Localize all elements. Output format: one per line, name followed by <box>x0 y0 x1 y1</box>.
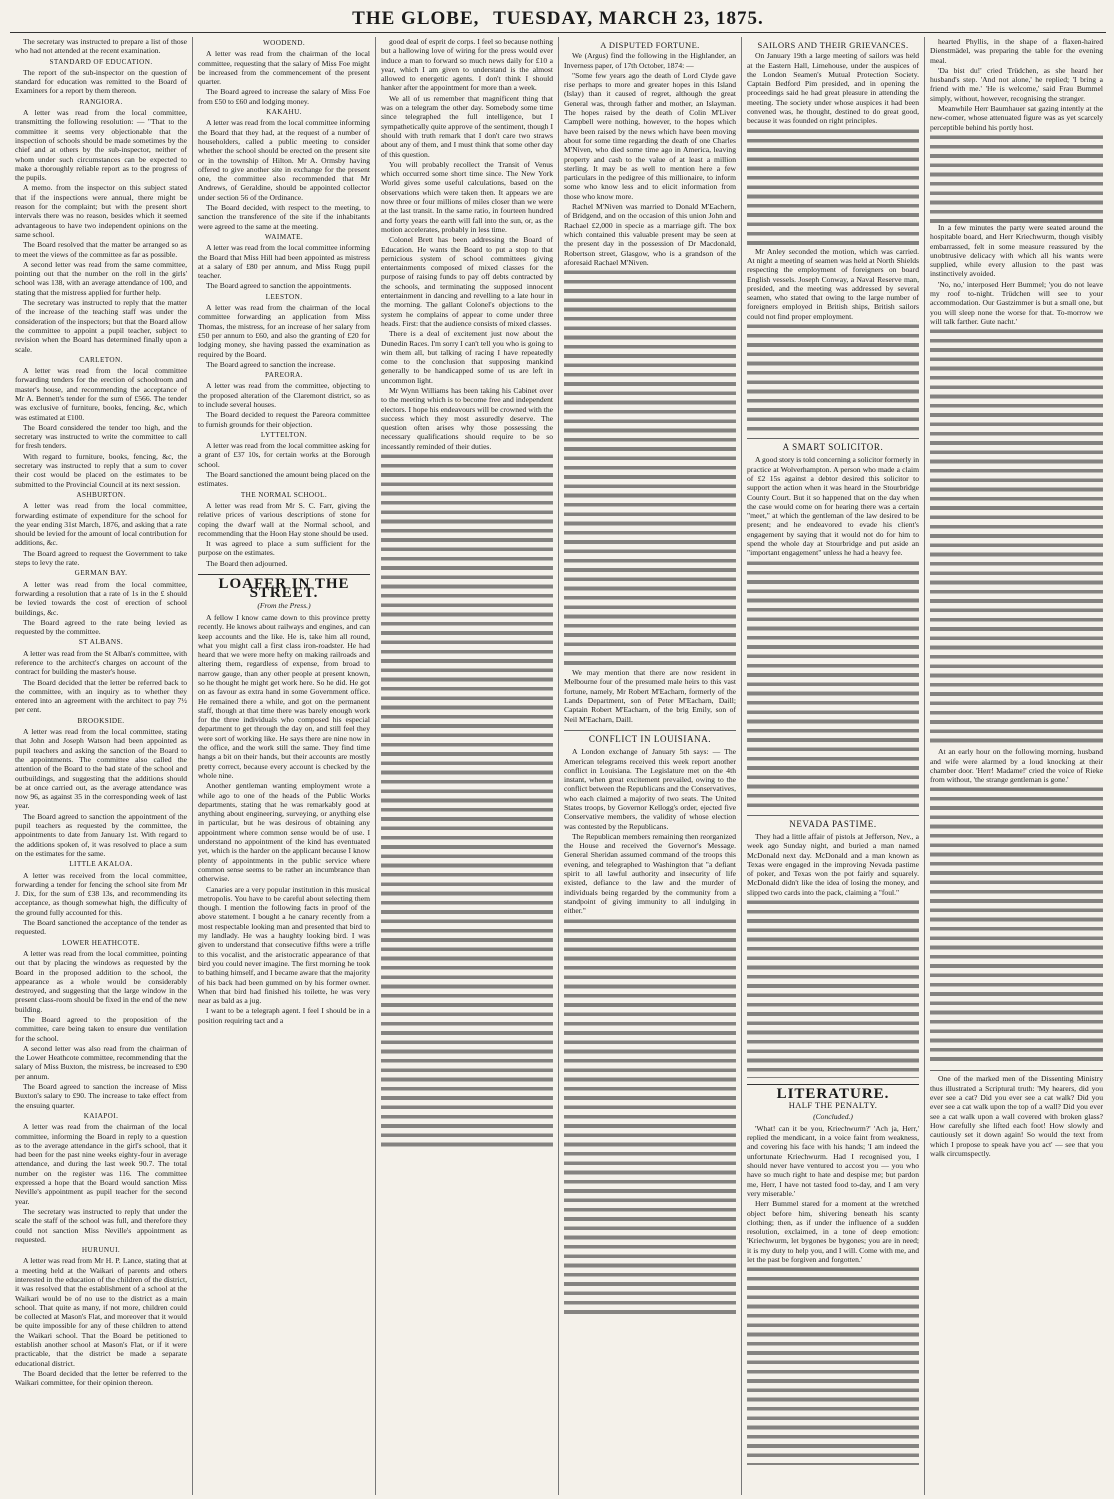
section-heading: CARLETON. <box>79 355 123 364</box>
paragraph: good deal of esprit de corps. I feel so because nothing but a hallowing love of wiring for the press would ever induce a man to forward so much news daily for £10 a year, which I am given to understand is the almost allowed to energetic agents. I don't think I should hanker after the appointment for more than a week. <box>381 37 553 93</box>
paragraph: One of the marked men of the Dissenting Ministry thus illustrated a Scriptural truth: 'My hearers, did you ever see a cat? Did you ever see a cat walk? Did you ever see a cat walk upon the top of a wall? Did you ever see a cat walk upon a wall covered with broken glass? How carefully she lifted each foot! How slowly and cautiously set it down again! So would the text from which I propose to speak have you act' — see that you walk circumspectly. <box>930 1074 1103 1158</box>
story-title: HALF THE PENALTY. <box>788 1100 878 1111</box>
article-title: A SMART SOLICITOR. <box>747 438 919 452</box>
paragraph: The Board then adjourned. <box>206 558 288 568</box>
paragraph: The Republican members remaining then reorganized the House and received the Governor's Message. General Sheridan assumed command of the troops this evening, and telegraphed to Washington that "a defiant spirit to all lawful authority and insecurity of life existed, defiance to the law and the murder of individuals being regarded by the community from a standpoint of giving immunity to all indulging in either." <box>564 831 736 916</box>
paragraph: The Board considered the tender too high, and the secretary was instructed to write the committee to call for fresh tenders. <box>15 422 187 451</box>
paragraph: "Some few years ago the death of Lord Clyde gave rise perhaps to more and greater hopes in this Island (Islay) than it caused of regret, although the great General was, through father and mother, an Islayman. The hopes raised by the death of Colin M'Liver Campbell were nothing, however, to the hopes which have been raised by the news which have been moving about for some time regarding the death of one Charles M'Niven, who died some time ago in America, leaving property and cash to the value of at least a million sterling. It may be as well to mention here a few particulars in the pedigree of this millionaire, to inform some who know less and to elicit information from those who know more. <box>564 70 736 201</box>
section-heading: STANDARD OF EDUCATION. <box>49 57 153 66</box>
paragraph: 'Da bist du!' cried Trüdchen, as she heard her husband's step. 'And not alone,' he replied; 'I bring a friend with me.' 'He is welcome,' said Frau Bummel simply, without, however, recognising the stranger. <box>930 65 1103 103</box>
paragraph: The secretary was instructed to prepare a list of those who had not attended at the recent examination. <box>15 37 187 56</box>
masthead <box>10 6 1106 33</box>
paragraph: A fellow I know came down to this province pretty recently. He knows about railways and engines, and can keep accounts and the like. He is, take him all round, what you might call a first class iron-roadster. He had heard that we were more hefty on making railroads and altering them, regardless of expense, from broad to narrow gauge, than any other people at present known, so he thought he might get work here. So he did. He got on as favour as extra hand in some Government office. He remained there a while, and got on the permanent staff, though at that time there was barely enough work for the three individuals who composed his especial department to get through the day on, and still feel they were sort of working like. He says there are nine now in the office, and the work still the same. They find time hangs a bit on their hands, but their accounts are mostly pretty correct, because every account is checked by the whole nine. <box>198 612 370 780</box>
text-filler <box>747 1265 919 1465</box>
paragraph: The Board sanctioned the amount being placed on the estimates. <box>198 470 370 489</box>
section-heading: ST ALBANS. <box>78 638 124 647</box>
section-heading: GERMAN BAY. <box>74 569 128 578</box>
section-heading: WAIMATE. <box>264 232 304 241</box>
byline: (From the Press.) <box>257 600 311 610</box>
paragraph: A letter was read from the local committee forwarding tenders for the erection of schoolroom and master's house, and recommending the acceptance of Mr A. Bennett's tender for the sum of £566. The tender was exclusive of furniture, books, fencing, &c, which was estimated at £100. <box>15 366 187 422</box>
paragraph: In a few minutes the party were seated around the hospitable board, and Herr Kriechwurm, though visibly embarrassed, felt in some measure reassured by the unobtrusive delicacy with which all his wants were supplied, while every allusion to the past was instinctively avoided. <box>930 222 1103 279</box>
article-title: NEVADA PASTIME. <box>747 815 919 829</box>
paragraph: We may mention that there are now resident in Melbourne four of the presumed male heirs to this vast fortune, namely, Mr Robert M'Eacharn, formerly of the Lands Department, son of Peter M'Eacharn, Daill; Captain Robert M'Eacharn, of the brig Emily, son of Neil M'Eacharn, Daill. <box>564 668 736 724</box>
paragraph: The secretary was instructed to reply that under the scale the staff of the school was full, and therefore they could not sanction Miss Neville's appointment as requested. <box>15 1206 187 1244</box>
paragraph: A second letter was also read from the chairman of the Lower Heathcote committee, recommending that the salary of Miss Buxton, the mistress, be increased to £90 per annum. <box>15 1043 187 1081</box>
paragraph: A second letter was read from the same committee, pointing out that the number on the roll in the girls' school was 138, with an average attendance of 100, and stating that the mistress applied for further help. <box>15 259 187 297</box>
paragraph: The Board agreed to the rate being levied as requested by the committee. <box>15 617 187 637</box>
text-filler <box>564 268 736 668</box>
text-filler <box>747 559 919 809</box>
paragraph: The Board agreed to sanction the appointments. <box>206 281 352 291</box>
text-filler <box>930 327 1103 747</box>
column-3 <box>376 37 559 1495</box>
divider <box>930 1070 1103 1071</box>
paragraph: hearted Phyllis, in the shape of a flaxen-haired Dienstmädel, was preparing the table for the evening meal. <box>930 37 1103 65</box>
paragraph: A letter was received from the local committee, forwarding a tender for fencing the school site from Mr J. Dix, for the sum of £38 13s, and recommending its acceptance, as though somewhat high, the difficulty of the ground fully accounted for this. <box>15 870 187 917</box>
paragraph: The Board decided that the letter be referred back to the committee, with an inquiry as to whether they entered into an agreement with the architect to pay 7½ per cent. <box>15 677 187 715</box>
article-title: LOAFER IN THE STREET. <box>198 574 370 599</box>
paragraph: You will probably recollect the Transit of Venus which occurred some short time since. The New York World gives some useful calculations, based on the observations which were taken then. It appears we are now three or four millions of miles closer than we were at the last transit. In the same ratio, in fourteen hundred and forty years the earth will fall into the sun, or, as the motion accelerates, probably in less time. <box>381 159 553 234</box>
text-filler <box>930 785 1103 1065</box>
paragraph: A letter was read from the local committee, forwarding estimate of expenditure for the school for the year ending 31st March, 1876, and asking that a rate should be levied for the amount of local contribution for additions, &c. <box>15 501 187 548</box>
text-filler <box>930 133 1103 223</box>
paragraph: With regard to furniture, books, fencing, &c, the secretary was instructed to reply that a sum to cover their cost would be placed on the estimates to be submitted to the Provincial Council at its next session. <box>15 451 187 489</box>
paragraph: A letter was read from the chairman of the local committee, informing the Board in reply to a question as to the average attendance in the girl's school, that it had been for the past nine weeks eighty-four in average attendance, and during the last week 90.7. The total number on the register was 116. The committee expressed a hope that the Board would sanction Miss Neville's appointment as pupil teacher for the second year. <box>15 1122 187 1206</box>
section-heading: THE NORMAL SCHOOL. <box>240 490 328 499</box>
paragraph: A letter was read from the local committee, pointing out that by placing the windows as requested by the Board in the proposed addition to the school, the appearance as a whole would be considerably destroyed, and suggesting that the large window in the present class-room should be fixed in the end of the new building. <box>15 948 187 1014</box>
section-heading: LITTLE AKALOA. <box>69 860 133 869</box>
paragraph: A letter was read from the local committee, transmitting the following resolution: — "That to the committee it seems very objectionable that the inspection of schools should be made sometimes by the chief and at others by the sub-inspector, neither of whom under such circumstances can be expected to make a thoroughly reliable report as to the progress of the pupils. <box>15 108 187 183</box>
paragraph: On January 19th a large meeting of sailors was held at the Eastern Hall, Limehouse, under the auspices of the London Seamen's Mutual Protection Society. Captain Bedford Pim presided, and in opening the proceedings said he had great pleasure in attending the meeting. The society under whose auspices it had been convened was, he thought, destined to do great good, because it was founded on right principles. <box>747 51 919 126</box>
paragraph: A London exchange of January 5th says: — The American telegrams received this week report another conflict in Louisiana. The Legislature met on the 4th instant, when great excitement prevailed, owing to the conflict between the Republicans and the Conservatives, who each claimed a majority of two seats. The United States troops, by Governor Kellogg's order, ejected five Conservative members, the validity of whose election was contested by the Republicans. <box>564 747 736 831</box>
paragraph: There is a deal of excitement just now about the Dunedin Races. I'm sorry I can't tell you who is going to win them all, but talking of racing I have repeatedly come to the conclusion that supposing mankind generally to be handicapped some of us are left in uncommon light. <box>381 329 553 385</box>
paragraph: The Board decided, with respect to the meeting, to sanction the transference of the site if the inhabitants were agreed to the same at the meeting. <box>198 203 370 231</box>
paragraph: A letter was read from the local committee, forwarding a resolution that a rate of 1s in the £ should be levied towards the cost of erection of school buildings, &c. <box>15 579 187 617</box>
paragraph: 'What! can it be you, Kriechwurm?' 'Ach ja, Herr,' replied the mendicant, in a voice faint from weakness, and covering his face with his hands; 'I am indeed the unfortunate Kriechwurm. Had I recognised you, I should never have ventured to accost you — you who have so much right to hate and despise me; but pardon me, Herr, I have not tasted food to-day, and I am very very miserable.' <box>747 1123 919 1198</box>
paragraph: The Board agreed to increase the salary of Miss Foe from £50 to £60 and lodging money. <box>198 87 370 106</box>
article-title: CONFLICT IN LOUISIANA. <box>564 730 736 744</box>
section-title-literature: LITERATURE. <box>747 1084 919 1099</box>
paragraph: Colonel Brett has been addressing the Board of Education. He wants the Board to put a stop to that pernicious system of school committees giving entertainments composed of mixed classes for the purpose of raising funds to pay off debts contracted by the schools, and terminating the supposed innocent entertainment in dancing and revelling to a late hour in the morning. The gallant Colonel's objections to the system he complains of appear to come under three heads. First: that the audience consists of mixed classes. <box>381 235 553 328</box>
section-heading: WOODEND. <box>262 39 306 47</box>
paragraph: A letter was read from the local committee informing the Board that Miss Hill had been appointed as mistress at a salary of £80 per annum, and Miss Rugg pupil teacher. <box>198 243 370 281</box>
paragraph: Meanwhile Herr Baumhauer sat gazing intently at the new-comer, whose attenuated figure was as yet scarcely perceptible behind his portly host. <box>930 104 1103 132</box>
paragraph: Canaries are a very popular institution in this musical metropolis. You have to be careful about selecting them though. I mention the following facts in proof of the above statement. I bought a he canary recently from a most respectable looking man and presented that bird to my landlady. He was a haughty looking bird. I was given to understand that consecutive fifths were a trifle to this vocalist, and the aristocratic appearance of that bird you could never imagine. The first morning he took to bathing himself, and I became aware that the majority of his back had been gummed on by his former owner. When that bird had finished his toilette, he was very near as bald as a jug. <box>198 884 370 1006</box>
text-filler <box>747 322 919 432</box>
paragraph: I want to be a telegraph agent. I feel I should be in a position requiring tact and a <box>198 1006 370 1025</box>
text-filler <box>747 898 919 1078</box>
paragraph: A memo. from the inspector on this subject stated that if the inspections were annual, there might be reason for the complaint; but with the present short intervals there was no reason, besides which it seemed advantageous to have two independent opinions on the same school. <box>15 183 187 239</box>
paragraph: Rachel M'Niven was married to Donald M'Eachern, of Bridgend, and on the occasion of this union John and Rachael £2,000 in specie as a marriage gift. The box which contained this valuable present may be seen at the present day in the possession of Dr Macdonald, Robertson street, Glasgow, who is a grandson of the aforesaid Rachael M'Niven. <box>564 202 736 267</box>
section-heading: LEESTON. <box>265 292 303 301</box>
paragraph: A letter was read from the local committee asking for a grant of £37 10s, for certain works at the Borough school. <box>198 441 370 469</box>
paragraph: Herr Bummel stared for a moment at the wretched object before him, shivering beneath his scanty clothing; then, as if under the influence of a sudden resolution, exclaimed, in a tone of deep emotion: 'Kriechwurm, let bygones be bygones; you are in need; it is my duty to help you, and I will. Come with me, and let the past be forgiven and forgotten.' <box>747 1199 919 1265</box>
paragraph: A letter was read from Mr S. C. Farr, giving the relative prices of various descriptions of stone for coping the dwarf wall at the Normal school, and recommending that the Hoon Hay stone should be used. <box>198 500 370 538</box>
paragraph: The Board decided that the letter be referred to the Waikari committee, for their opinion thereon. <box>15 1368 187 1388</box>
section-heading: BROOKSIDE. <box>77 716 125 725</box>
text-filler <box>747 127 919 247</box>
paragraph: A good story is told concerning a solicitor formerly in practice at Wolverhampton. A person who made a claim of £2 15s against a debtor desired this solicitor to support the action when it was heard in the Stourbridge County Court. But it so happened that on the day when the case would come on for hearing there was a certain "meet," at which the gentleman of the law desired to be present; and he endeavored to evade his client's engagement by saying that it would not do for him to spend the whole day at Stourbridge and put aside an "important engagement" unless he had a heavy fee. <box>747 455 919 558</box>
paragraph: Mr Wynn Williams has been taking his Cabinet over to the meeting which is to become free and independent electors. I hope his endeavours will be crowned with the success which they most assuredly deserve. The question often arises why those possessing the necessary qualifications should require to be so incessantly reminded of their duties. <box>381 385 553 451</box>
paragraph: A letter was read from the local committee, stating that John and Joseph Watson had been appointed as pupil teachers and asking the sanction of the Board to the appointments. The committee also called the attention of the Board to the bad state of the school and outbuildings, and suggesting that the additions should be at once carried out, as the average attendance was now 96, as against 35 in the corresponding week of last year. <box>15 727 187 811</box>
paragraph: A letter was read from the chairman of the local committee forwarding an application from Miss Thomas, the mistress, for an increase of her salary from £50 per annum to £60, and also the granting of £20 for lodging money, she having passed the examination as required by the Board. <box>198 303 370 359</box>
article-title: A DISPUTED FORTUNE. <box>600 40 700 50</box>
section-heading: ASHBURTON. <box>76 490 126 499</box>
paragraph: We all of us remember that magnificent thing that was on a telegram the other day. Somebody some time since telegraphed the full intelligence, but I sympathetically quite approve of the sentiment, though I should with truth remark that I don't care two straws about any of them, and I must think that some other day of this question. <box>381 93 553 159</box>
text-filler <box>381 452 553 1152</box>
paragraph: We (Argus) find the following in the Highlander, an Inverness paper, of 17th October, 1874: — <box>564 51 736 70</box>
paragraph: The Board agreed to sanction the increase of Miss Buxton's salary to £90. The increase to take effect from the ensuing quarter. <box>15 1082 187 1110</box>
section-heading: HURUNUI. <box>81 1246 121 1255</box>
paragraph: The Board agreed to the proposition of the committee, care being taken to ensure due ventilation for the school. <box>15 1014 187 1043</box>
paragraph: At an early hour on the following morning, husband and wife were alarmed by a loud knocking at their chamber door. 'Herr! Madame!' cried the voice of Rieke from without, 'the strange gentleman is gone.' <box>930 747 1103 785</box>
paragraph: A letter was read from the St Alban's committee, with reference to the architect's charges on account of the contract for building the master's house. <box>15 648 187 677</box>
column-4 <box>559 37 742 1495</box>
paragraph: The report of the sub-inspector on the question of standard for education was remitted to the Board of Examiners for a report by them thereon. <box>15 67 187 96</box>
paragraph: A letter was read from the chairman of the local committee, requesting that the salary of Miss Foe might be increased from the commencement of the present quarter. <box>198 49 370 87</box>
section-heading: KAKAHU. <box>266 108 302 117</box>
issue-date: TUESDAY, MARCH 23, 1875. <box>493 8 764 29</box>
column-5 <box>742 37 925 1495</box>
paragraph: 'No, no,' interposed Herr Bummel; 'you do not leave my roof to-night. Trüdchen will see to your accommodation. Our Gastzimmer is but a small one, but you will sleep none the worse for that. To-morrow we will talk farther. Gute nacht.' <box>930 279 1103 326</box>
byline: (Concluded.) <box>813 1111 853 1121</box>
text-filler <box>564 917 736 1317</box>
section-heading: PAREORA. <box>265 371 303 380</box>
paragraph: Mr Anley seconded the motion, which was carried. At night a meeting of seamen was held at North Shields respecting the employment of foreigners on board English vessels. Joseph Conway, a Naval Reserve man, presided, and the meeting was addressed by several seamen, who stated that owing to the large number of foreigners employed in British ships, British sailors could not find proper employment. <box>747 246 919 321</box>
paragraph: The Board agreed to sanction the increase. <box>206 359 336 369</box>
paragraph: The Board decided to request the Pareora committee to furnish grounds for their objection. <box>198 410 370 429</box>
column-6 <box>925 37 1108 1495</box>
paragraph: The Board sanctioned the acceptance of the tender as requested. <box>15 918 187 937</box>
paragraph: The Board agreed to request the Government to take steps to levy the rate. <box>15 548 187 568</box>
paragraph: They had a little affair of pistols at Jefferson, Nev., a week ago Sunday night, and buried a man named McDonald next day. McDonald and a man known as Texas were engaged in the improving Nevada pastime of poker, and Texas won the pot fairly and squarely. McDonald didn't like the idea of losing the money, and slipped two cards into the pack, claiming a "foul." <box>747 831 919 897</box>
paragraph: The secretary was instructed to reply that the matter of the increase of the teaching staff was under the consideration of the inspectors; but that the Board allow the committee to appoint a pupil teacher, subject to revision when the Board has determined finally upon a scale. <box>15 298 187 354</box>
section-heading: RANGIORA. <box>79 97 123 106</box>
paragraph: A letter was read from the local committee informing the Board that they had, at the request of a number of householders, called a public meeting to consider whether the school should be erected on the present site or in the township of Hilton. Mr A. Ormsby having offered to give another site in exchange for the present one, the committee also recommended that Mr Andrews, of Geraldine, should be appointed collector under section 56 of the Ordinance. <box>198 118 370 202</box>
paragraph: The Board resolved that the matter be arranged so as to meet the views of the committee as far as possible. <box>15 240 187 259</box>
column-1 <box>10 37 193 1495</box>
paragraph: A letter was read from Mr H. P. Lance, stating that at a meeting held at the Waikari of parents and others interested in the education of the children of the district, it was resolved that the establishment of a school at the Waikari would be of no use to the district as a main school. That quite as many, if not more, children could be collected at Mason's Flat, and moreover that it would be quite impossible for any of these children to attend the Waikari school. That the Board be petitioned to establish another school at Mason's Flat, or if it were practicable, that the district be made a separate educational district. <box>15 1256 187 1368</box>
paragraph: It was agreed to place a sum sufficient for the purpose on the estimates. <box>198 539 370 558</box>
article-title: SAILORS AND THEIR GRIEVANCES. <box>757 40 909 50</box>
column-2 <box>193 37 376 1495</box>
section-heading: KAIAPOI. <box>83 1111 119 1120</box>
paper-name: THE GLOBE, <box>352 8 480 29</box>
section-heading: LOWER HEATHCOTE. <box>62 938 140 947</box>
columns <box>10 37 1106 1495</box>
paragraph: A letter was read from the committee, objecting to the proposed alteration of the Claremont district, so as to include several houses. <box>198 381 370 409</box>
paragraph: The Board agreed to sanction the appointment of the pupil teachers as requested by the committee, the appointments to date from January 1st. With regard to the additions spoken of, it was resolved to place a sum on the estimates for the same. <box>15 811 187 858</box>
section-heading: LYTTELTON. <box>260 430 308 439</box>
paragraph: Another gentleman wanting employment wrote a while ago to one of the heads of the Public Works departments, stating that he was remarkably good at anything about engineering, surveying, or anything else in particular, but he was desirous of obtaining any appointment where common sense would be of use. I understand no appointment of the kind has eventuated yet, which is the harder on the applicant because I know plenty of appointments in the public service where common sense seems to be rather an incumbrance than otherwise. <box>198 781 370 884</box>
